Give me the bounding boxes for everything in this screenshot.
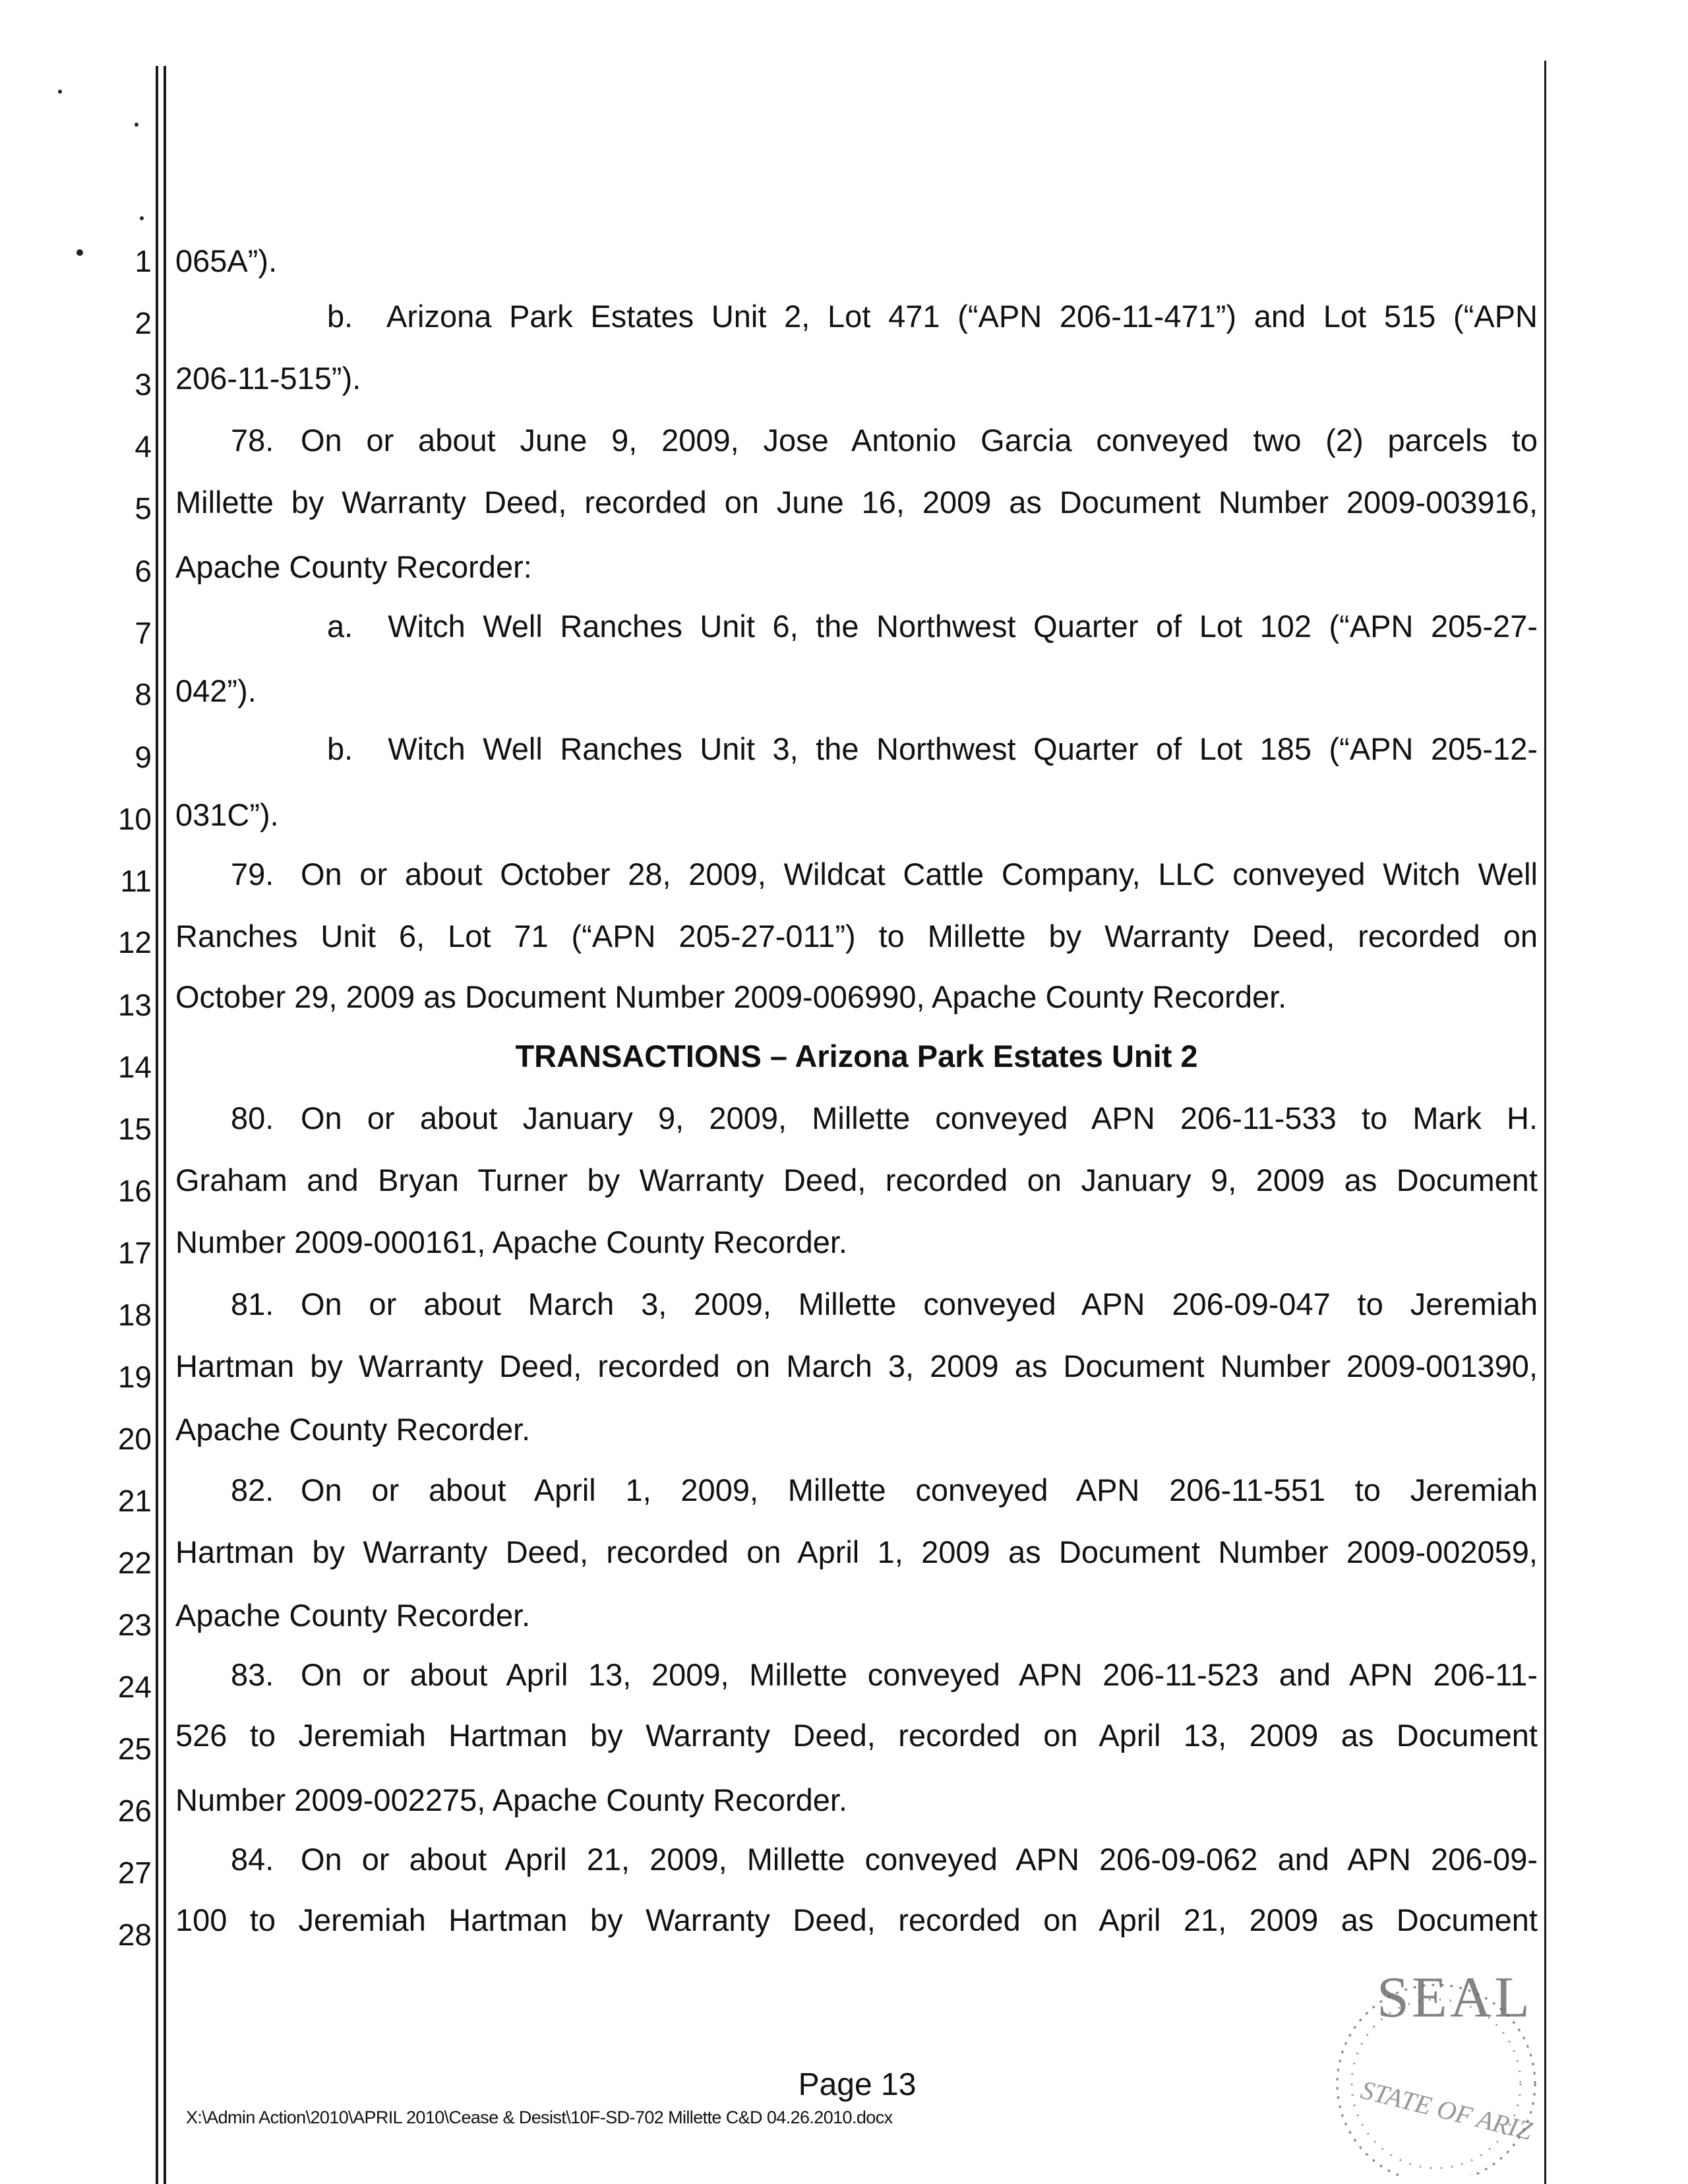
paragraph-83-first-line — [231, 1656, 1538, 1693]
scan-speck — [58, 90, 62, 94]
paragraph-80-first-line — [231, 1100, 1538, 1137]
left-margin-rule-inner — [164, 66, 166, 2184]
line-number: 6 — [135, 554, 152, 588]
body-line: Apache County Recorder. — [175, 1598, 531, 1633]
paragraph-number: 83. — [231, 1657, 274, 1692]
line-number: 5 — [135, 491, 152, 526]
body-line: Millette by Warranty Deed, recorded on June 16, 2009 as Document Number 2009-003916, — [175, 485, 1538, 520]
right-margin-rule — [1544, 61, 1546, 2184]
body-line: On or about April 1, 2009, Millette conveyed APN 206-11-551 to Jeremiah — [301, 1472, 1538, 1507]
file-path: X:\Admin Action\2010\APRIL 2010\Cease & Desist\10F-SD-702 Millette C&D 04.26.2010.docx — [186, 2108, 893, 2127]
section-heading: TRANSACTIONS – Arizona Park Estates Unit 2 — [515, 1039, 1198, 1074]
body-line: 206-11-515”). — [175, 361, 361, 396]
line-number: 1 — [135, 244, 152, 278]
line-number: 21 — [117, 1484, 152, 1518]
body-line: 031C”). — [175, 797, 279, 832]
body-line: b. Witch Well Ranches Unit 3, the Northwest Quarter of Lot 185 (“APN 205-12- — [327, 731, 1538, 766]
scan-speck — [140, 216, 144, 220]
body-line: b. Arizona Park Estates Unit 2, Lot 471 (“APN 206-11-471”) and Lot 515 (“APN — [327, 299, 1538, 334]
svg-text:STATE OF ARIZ: STATE OF ARIZ — [1358, 2075, 1536, 2146]
body-line: Ranches Unit 6, Lot 71 (“APN 205-27-011”) to Millette by Warranty Deed, recorded on — [175, 919, 1538, 954]
body-line: 100 to Jeremiah Hartman by Warranty Deed, recorded on April 21, 2009 as Document — [175, 1902, 1538, 1937]
line-number: 23 — [117, 1608, 152, 1642]
paragraph-number: 78. — [231, 423, 274, 458]
line-number: 17 — [117, 1236, 152, 1270]
line-number: 19 — [117, 1360, 152, 1394]
line-number: 10 — [117, 802, 152, 836]
paragraph-79-first-line — [231, 856, 1538, 893]
body-line: Hartman by Warranty Deed, recorded on April 1, 2009 as Document Number 2009-002059, — [175, 1534, 1538, 1569]
line-number: 22 — [117, 1546, 152, 1580]
body-line: Hartman by Warranty Deed, recorded on March 3, 2009 as Document Number 2009-001390, — [175, 1349, 1538, 1383]
line-number: 14 — [117, 1050, 152, 1084]
body-line: On or about March 3, 2009, Millette conveyed APN 206-09-047 to Jeremiah — [301, 1287, 1538, 1321]
body-line: 042”). — [175, 673, 256, 708]
paragraph-78-first-line — [231, 422, 1538, 459]
line-number: 24 — [117, 1670, 152, 1704]
scan-speck — [135, 123, 138, 127]
line-number: 15 — [117, 1112, 152, 1146]
body-line: 526 to Jeremiah Hartman by Warranty Deed, recorded on April 13, 2009 as Document — [175, 1718, 1538, 1753]
body-line: Number 2009-000161, Apache County Recorder. — [175, 1225, 847, 1259]
line-number: 11 — [120, 864, 152, 898]
body-line: Apache County Recorder. — [175, 1412, 531, 1447]
scan-speck — [76, 249, 83, 256]
line-number: 3 — [135, 367, 152, 402]
line-number: 7 — [135, 616, 152, 650]
page-number: Page 13 — [798, 2067, 917, 2102]
line-number: 12 — [117, 925, 152, 959]
line-number: 18 — [117, 1298, 152, 1332]
line-number: 2 — [135, 306, 152, 340]
svg-text:SEAL: SEAL — [1377, 1966, 1532, 2030]
paragraph-81-first-line — [231, 1286, 1538, 1323]
body-line: On or about January 9, 2009, Millette conveyed APN 206-11-533 to Mark H. — [301, 1101, 1538, 1136]
body-line: October 29, 2009 as Document Number 2009-006990, Apache County Recorder. — [175, 979, 1287, 1014]
line-number: 25 — [117, 1732, 152, 1766]
paragraph-84-first-line — [231, 1841, 1538, 1878]
paragraph-number: 82. — [231, 1472, 274, 1507]
line-number: 28 — [117, 1918, 152, 1952]
body-line: 065A”). — [175, 243, 278, 278]
left-margin-rule-outer — [156, 66, 158, 2184]
line-number: 8 — [135, 677, 152, 712]
body-line: On or about April 13, 2009, Millette conveyed APN 206-11-523 and APN 206-11- — [301, 1657, 1538, 1692]
paragraph-number: 80. — [231, 1101, 274, 1136]
paragraph-number: 84. — [231, 1842, 274, 1877]
line-number: 9 — [135, 740, 152, 774]
line-number: 26 — [117, 1794, 152, 1828]
body-line: Apache County Recorder: — [175, 549, 532, 584]
body-line: On or about June 9, 2009, Jose Antonio Garcia conveyed two (2) parcels to — [301, 423, 1538, 458]
body-line: Graham and Bryan Turner by Warranty Deed, recorded on January 9, 2009 as Document — [175, 1163, 1538, 1198]
body-line: On or about October 28, 2009, Wildcat Cattle Company, LLC conveyed Witch Well — [301, 857, 1538, 892]
paragraph-82-first-line — [231, 1472, 1538, 1509]
state-seal-stamp — [1311, 1952, 1561, 2176]
line-number: 16 — [117, 1174, 152, 1208]
body-line: Number 2009-002275, Apache County Recorder. — [175, 1782, 847, 1817]
line-number: 13 — [117, 988, 152, 1022]
line-number: 20 — [117, 1422, 152, 1456]
line-number: 4 — [135, 429, 152, 464]
body-line: On or about April 21, 2009, Millette conveyed APN 206-09-062 and APN 206-09- — [301, 1842, 1538, 1877]
body-line: a. Witch Well Ranches Unit 6, the Northwest Quarter of Lot 102 (“APN 205-27- — [327, 609, 1538, 644]
paragraph-number: 81. — [231, 1287, 274, 1321]
paragraph-number: 79. — [231, 857, 274, 892]
line-number: 27 — [117, 1856, 152, 1890]
